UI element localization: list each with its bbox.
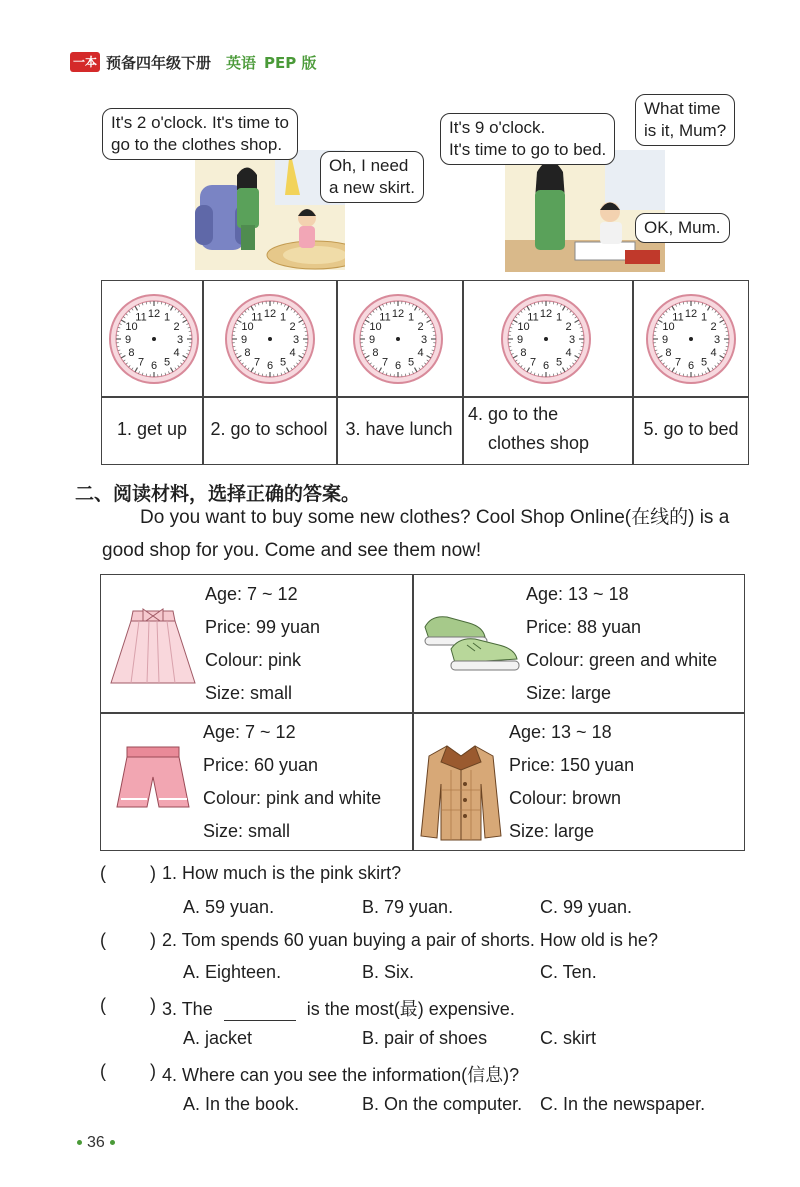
answer-blank-close[interactable]: )	[150, 930, 156, 950]
clock-numeral: 12	[684, 308, 698, 320]
clock-numeral: 11	[527, 311, 539, 324]
clock-numeral: 9	[661, 334, 669, 346]
clock-numeral: 3	[176, 334, 184, 346]
speech-bubble-mum-bed	[440, 113, 615, 165]
product-grid	[100, 574, 745, 851]
clock-numeral: 1	[700, 311, 708, 324]
scene-illustration-study-room	[505, 150, 665, 272]
product-size: Size: large	[526, 683, 612, 703]
clock-numeral: 10	[517, 321, 530, 333]
answer-blank-open: (	[100, 1061, 106, 1081]
product-colour: Colour: green and white	[526, 650, 718, 670]
clock-numeral: 11	[379, 311, 391, 324]
clock-numeral: 6	[542, 360, 550, 372]
clock-numeral: 11	[135, 311, 147, 324]
table-divider	[102, 396, 748, 398]
book-title: 预备四年级下册	[106, 54, 212, 72]
activity-num: 4.	[468, 404, 484, 424]
clock-numeral: 8	[665, 347, 672, 359]
product-colour: Colour: brown	[509, 788, 622, 808]
clock-numeral: 2	[565, 321, 572, 333]
option-a[interactable]: A. In the book.	[183, 1094, 300, 1114]
product-price: Price: 150 yuan	[509, 755, 635, 775]
clock-numeral: 5	[163, 356, 171, 369]
dot-icon	[110, 1140, 115, 1145]
activity-label-5	[632, 414, 750, 444]
intro-line-1: Do you want to buy some new clothes? Cool Shop Online(在线的) is a	[140, 507, 730, 528]
option-a[interactable]: A. Eighteen.	[183, 962, 282, 982]
skirt-icon	[109, 603, 197, 694]
product-price: Price: 88 yuan	[526, 617, 642, 637]
clock-numeral: 12	[263, 308, 277, 320]
bubble-line: What time	[644, 99, 721, 118]
option-b[interactable]: B. 79 yuan.	[362, 897, 454, 917]
clock-numeral: 12	[539, 308, 553, 320]
answer-blank-close[interactable]: )	[150, 863, 156, 883]
clock-numeral: 9	[240, 334, 248, 346]
bubble-line: OK, Mum.	[644, 218, 721, 237]
clock-numeral: 12	[391, 308, 405, 320]
clock-numeral: 1	[407, 311, 415, 324]
clock-numeral: 5	[407, 356, 415, 369]
clock-face-2[interactable]	[224, 293, 316, 385]
clock-numeral: 8	[244, 347, 251, 359]
clock-numeral: 10	[241, 321, 254, 333]
clock-numeral: 2	[173, 321, 180, 333]
clock-numeral: 3	[713, 334, 721, 346]
clock-numeral: 5	[279, 356, 287, 369]
clock-numeral: 2	[710, 321, 717, 333]
jacket-icon	[419, 740, 503, 851]
clock-numeral: 5	[555, 356, 563, 369]
activity-text: have lunch	[365, 419, 453, 439]
speech-bubble-girl-time	[635, 94, 735, 146]
activity-num: 3.	[345, 419, 361, 439]
clock-numeral: 3	[420, 334, 428, 346]
product-colour: Colour: pink	[205, 650, 302, 670]
activity-num: 2.	[210, 419, 226, 439]
option-c[interactable]: C. 99 yuan.	[540, 897, 633, 917]
clock-numeral: 4	[417, 347, 424, 359]
clock-numeral: 7	[381, 356, 389, 369]
speech-bubble-girl-ok	[635, 213, 730, 243]
bubble-line: a new skirt.	[329, 178, 415, 197]
question-3	[162, 995, 515, 1021]
bubble-line: go to the clothes shop.	[111, 135, 283, 154]
clock-numeral: 10	[125, 321, 138, 333]
intro-line-2: good shop for you. Come and see them now!	[102, 540, 482, 561]
product-age: Age: 7 ~ 12	[205, 584, 298, 604]
answer-blank-close[interactable]: )	[150, 995, 156, 1015]
activity-text: go to the	[488, 404, 559, 424]
clock-numeral: 1	[279, 311, 287, 324]
clock-numeral: 7	[674, 356, 682, 369]
clock-numeral: 9	[516, 334, 524, 346]
question-text-after: is the most(最) expensive.	[306, 999, 515, 1019]
product-spec	[509, 716, 634, 848]
product-size: Size: large	[509, 821, 595, 841]
clock-numeral: 11	[251, 311, 263, 324]
clock-numeral: 3	[568, 334, 576, 346]
option-a[interactable]: A. 59 yuan.	[183, 897, 275, 917]
product-spec	[526, 578, 717, 710]
clock-numeral: 6	[266, 360, 274, 372]
answer-blank-open: (	[100, 930, 106, 950]
activity-text: go to school	[230, 419, 328, 439]
option-a[interactable]: A. jacket	[183, 1028, 253, 1048]
clock-numeral: 7	[137, 356, 145, 369]
activity-label-4	[462, 400, 632, 458]
activity-text: get up	[136, 419, 188, 439]
activity-label-1	[102, 414, 202, 444]
brand-badge: 一本	[70, 52, 100, 72]
clock-numeral: 10	[369, 321, 382, 333]
clock-numeral: 9	[124, 334, 132, 346]
clock-numeral: 8	[128, 347, 135, 359]
product-spec	[205, 578, 320, 710]
activity-label-3	[336, 414, 462, 444]
bubble-line: Oh, I need	[329, 156, 409, 175]
clock-face-3[interactable]	[352, 293, 444, 385]
question-2: 2. Tom spends 60 yuan buying a pair of shorts. How old is he?	[162, 930, 658, 950]
shorts-icon	[113, 743, 193, 820]
fill-in-blank[interactable]	[224, 1003, 296, 1021]
activity-line	[462, 400, 632, 429]
option-b[interactable]: B. Six.	[362, 962, 415, 982]
clock-numeral: 2	[289, 321, 296, 333]
clock-numeral: 11	[672, 311, 684, 324]
page-number-text: 36	[87, 1134, 105, 1151]
bubble-line: It's time to go to bed.	[449, 140, 607, 159]
bubble-line: is it, Mum?	[644, 121, 727, 140]
clock-numeral: 4	[565, 347, 572, 359]
product-age: Age: 13 ~ 18	[526, 584, 629, 604]
clock-numeral: 3	[292, 334, 300, 346]
grid-divider	[101, 712, 744, 714]
question-4: 4. Where can you see the information(信息)?	[162, 1065, 520, 1085]
clock-numeral: 4	[173, 347, 180, 359]
answer-blank-open: (	[100, 995, 106, 1015]
clock-table	[101, 280, 749, 465]
clock-numeral: 1	[163, 311, 171, 324]
option-b[interactable]: B. On the computer.	[362, 1094, 523, 1114]
option-b[interactable]: B. pair of shoes	[362, 1028, 488, 1048]
activity-label-2	[202, 414, 336, 444]
dot-icon	[77, 1140, 82, 1145]
product-size: Size: small	[205, 683, 293, 703]
option-c[interactable]: C. In the newspaper.	[540, 1094, 706, 1114]
clock-numeral: 4	[289, 347, 296, 359]
clock-numeral: 6	[394, 360, 402, 372]
clock-numeral: 6	[150, 360, 158, 372]
activity-num: 5.	[643, 419, 659, 439]
product-price: Price: 60 yuan	[203, 755, 319, 775]
answer-blank-open: (	[100, 863, 106, 883]
clock-numeral: 8	[372, 347, 379, 359]
shoes-icon	[421, 605, 521, 680]
product-colour: Colour: pink and white	[203, 788, 382, 808]
option-c[interactable]: C. Ten.	[540, 962, 597, 982]
product-size: Size: small	[203, 821, 291, 841]
answer-blank-close[interactable]: )	[150, 1061, 156, 1081]
speech-bubble-girl-skirt	[320, 151, 424, 203]
product-price: Price: 99 yuan	[205, 617, 321, 637]
clock-numeral: 10	[662, 321, 675, 333]
subject-label: 英语	[226, 54, 257, 72]
bubble-line: It's 2 o'clock. It's time to	[111, 113, 289, 132]
clock-numeral: 6	[687, 360, 695, 372]
clock-numeral: 1	[555, 311, 563, 324]
edition-label: PEP 版	[264, 54, 317, 72]
bubble-line: It's 9 o'clock.	[449, 118, 546, 137]
product-age: Age: 13 ~ 18	[509, 722, 612, 742]
speech-bubble-mum-shop	[102, 108, 298, 160]
clock-face-1[interactable]	[108, 293, 200, 385]
clock-numeral: 12	[147, 308, 161, 320]
clock-face-5[interactable]	[645, 293, 737, 385]
activity-text: go to bed	[663, 419, 739, 439]
product-age: Age: 7 ~ 12	[203, 722, 296, 742]
clock-numeral: 8	[520, 347, 527, 359]
page-number	[72, 1134, 120, 1152]
clock-face-4[interactable]	[500, 293, 592, 385]
clock-numeral: 7	[253, 356, 261, 369]
question-text-before: 3. The	[162, 999, 213, 1019]
clock-numeral: 7	[529, 356, 537, 369]
question-1: 1. How much is the pink skirt?	[162, 863, 402, 883]
option-c[interactable]: C. skirt	[540, 1028, 596, 1048]
clock-numeral: 4	[710, 347, 717, 359]
activity-num: 1.	[116, 419, 132, 439]
clock-numeral: 2	[417, 321, 424, 333]
activity-text-line2: clothes shop	[488, 433, 590, 453]
product-spec	[203, 716, 381, 848]
clock-numeral: 9	[368, 334, 376, 346]
section-heading: 二、阅读材料，选择正确的答案。	[75, 483, 361, 505]
clock-numeral: 5	[700, 356, 708, 369]
